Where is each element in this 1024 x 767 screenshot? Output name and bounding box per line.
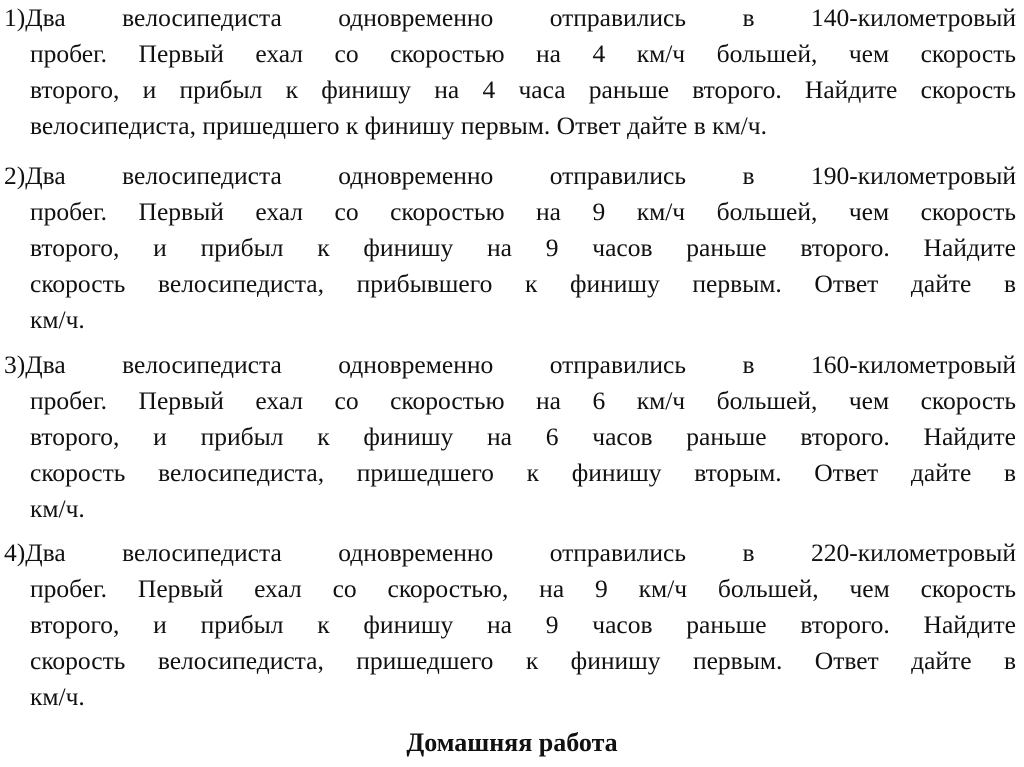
problem-line: скорость велосипедиста, пришедшего к финишу первым. Ответ дайте в [30, 646, 1016, 675]
problem-line: пробег. Первый ехал со скоростью на 6 км/ч большей, чем скорость [30, 386, 1016, 415]
problem-line: км/ч. [30, 682, 85, 711]
problem-line: 3)Два велосипедиста одновременно отправились в 160-километровый [4, 350, 1016, 379]
problem-3 [4, 347, 1016, 527]
problem-line: скорость велосипедиста, прибывшего к финишу первым. Ответ дайте в [30, 269, 1016, 298]
problem-line: второго, и прибыл к финишу на 6 часов раньше второго. Найдите [30, 422, 1016, 451]
problem-2 [4, 158, 1016, 338]
problem-line: км/ч. [30, 494, 85, 523]
homework-heading: Домашняя работа [406, 728, 618, 757]
problem-line: 2)Два велосипедиста одновременно отправились в 190-километровый [4, 161, 1016, 190]
problem-line: велосипедиста, пришедшего к финишу первым. Ответ дайте в км/ч. [30, 111, 767, 140]
problem-4 [4, 535, 1016, 715]
problem-1 [4, 0, 1016, 144]
problem-line: пробег. Первый ехал со скоростью на 9 км/ч большей, чем скорость [30, 197, 1016, 226]
problem-line: второго, и прибыл к финишу на 9 часов раньше второго. Найдите [30, 610, 1016, 639]
problem-line: 4)Два велосипедиста одновременно отправились в 220-километровый [4, 538, 1016, 567]
problem-line: второго, и прибыл к финишу на 9 часов раньше второго. Найдите [30, 233, 1016, 262]
problem-line: пробег. Первый ехал со скоростью, на 9 км/ч большей, чем скорость [30, 574, 1016, 603]
problem-line: скорость велосипедиста, пришедшего к финишу вторым. Ответ дайте в [30, 458, 1016, 487]
problem-line: 1)Два велосипедиста одновременно отправились в 140-километровый [4, 3, 1016, 32]
problem-line: км/ч. [30, 305, 85, 334]
problem-line: пробег. Первый ехал со скоростью на 4 км/ч большей, чем скорость [30, 39, 1016, 68]
problem-line: второго, и прибыл к финишу на 4 часа раньше второго. Найдите скорость [30, 75, 1016, 104]
